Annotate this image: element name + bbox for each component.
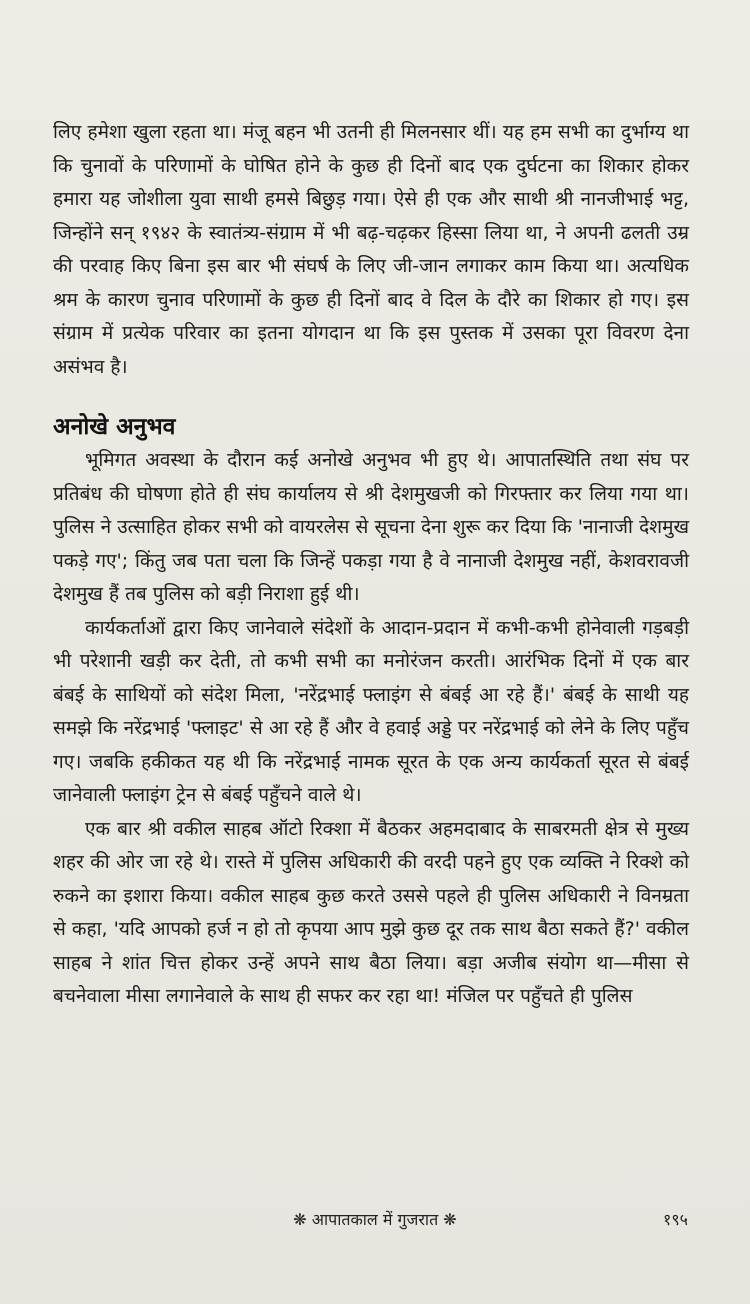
section-heading: अनोखे अनुभव bbox=[53, 414, 176, 440]
paragraph-1: लिए हमेशा खुला रहता था। मंजू बहन भी उतनी ही मिलनसार थीं। यह हम सभी का दुर्भाग्य था कि चुनावों के परिणामों के घोषित होने के कुछ ही दिनों बाद एक दुर्घटना का शिकार होकर हमारा यह जोशीला युवा साथी हमसे बिछुड़ गया। ऐसे ही एक और साथी श्री नानजीभाई भट्ट, जिन्होंने सन् १९४२ के स्वातंत्र्य-संग्राम में भी बढ़-चढ़कर हिस्सा लिया था, ने अपनी ढलती उम्र की परवाह किए बिना इस बार भी संघर्ष के लिए जी-जान लगाकर काम किया था। अत्यधिक श्रम के कारण चुनाव परिणामों के कुछ ही दिनों बाद वे दिल के दौरे का शिकार हो गए। इस संग्राम में प्रत्येक परिवार का इतना योगदान था कि इस पुस्तक में उसका पूरा विवरण देना असंभव है। bbox=[53, 121, 689, 378]
paragraph-2: भूमिगत अवस्था के दौरान कई अनोखे अनुभव भी हुए थे। आपातस्थिति तथा संघ पर प्रतिबंध की घोषणा होते ही संघ कार्यालय से श्री देशमुखजी को गिरफ्तार कर लिया गया था। पुलिस ने उत्साहित होकर सभी को वायरलेस से सूचना देना शुरू कर दिया कि 'नानाजी देशमुख पकड़े गए'; किंतु जब पता चला कि जिन्हें पकड़ा गया है वे नानाजी देशमुख नहीं, केशवरावजी देशमुख हैं तब पुलिस को बड़ी निराशा हुई थी। bbox=[53, 449, 689, 605]
page-body bbox=[53, 116, 689, 1014]
running-title: ❋ आपातकाल में गुजरात ❋ bbox=[293, 1210, 457, 1229]
page-footer bbox=[0, 1208, 750, 1238]
page-number: १९५ bbox=[663, 1210, 688, 1229]
paragraph-3: कार्यकर्ताओं द्वारा किए जानेवाले संदेशों के आदान-प्रदान में कभी-कभी होनेवाली गड़बड़ी भी परेशानी खड़ी कर देती, तो कभी सभी का मनोरंजन करती। आरंभिक दिनों में एक बार बंबई के साथियों को संदेश मिला, 'नरेंद्रभाई फ्लाइंग से बंबई आ रहे हैं।' बंबई के साथी यह समझे कि नरेंद्रभाई 'फ्लाइट' से आ रहे हैं और वे हवाई अड्डे पर नरेंद्रभाई को लेने के लिए पहुँच गए। जबकि हकीकत यह थी कि नरेंद्रभाई नामक सूरत के एक अन्य कार्यकर्ता सूरत से बंबई जानेवाली फ्लाइंग ट्रेन से बंबई पहुँचने वाले थे। bbox=[53, 616, 689, 806]
paragraph-4: एक बार श्री वकील साहब ऑटो रिक्शा में बैठकर अहमदाबाद के साबरमती क्षेत्र से मुख्य शहर की ओर जा रहे थे। रास्ते में पुलिस अधिकारी की वरदी पहने हुए एक व्यक्ति ने रिक्शे को रुकने का इशारा किया। वकील साहब कुछ करते उससे पहले ही पुलिस अधिकारी ने विनम्रता से कहा, 'यदि आपको हर्ज न हो तो कृपया आप मुझे कुछ दूर तक साथ बैठा सकते हैं?' वकील साहब ने शांत चित्त होकर उन्हें अपने साथ बैठा लिया। बड़ा अजीब संयोग था—मीसा से बचनेवाला मीसा लगानेवाले के साथ ही सफर कर रहा था! मंजिल पर पहुँचते ही पुलिस bbox=[53, 817, 689, 1007]
